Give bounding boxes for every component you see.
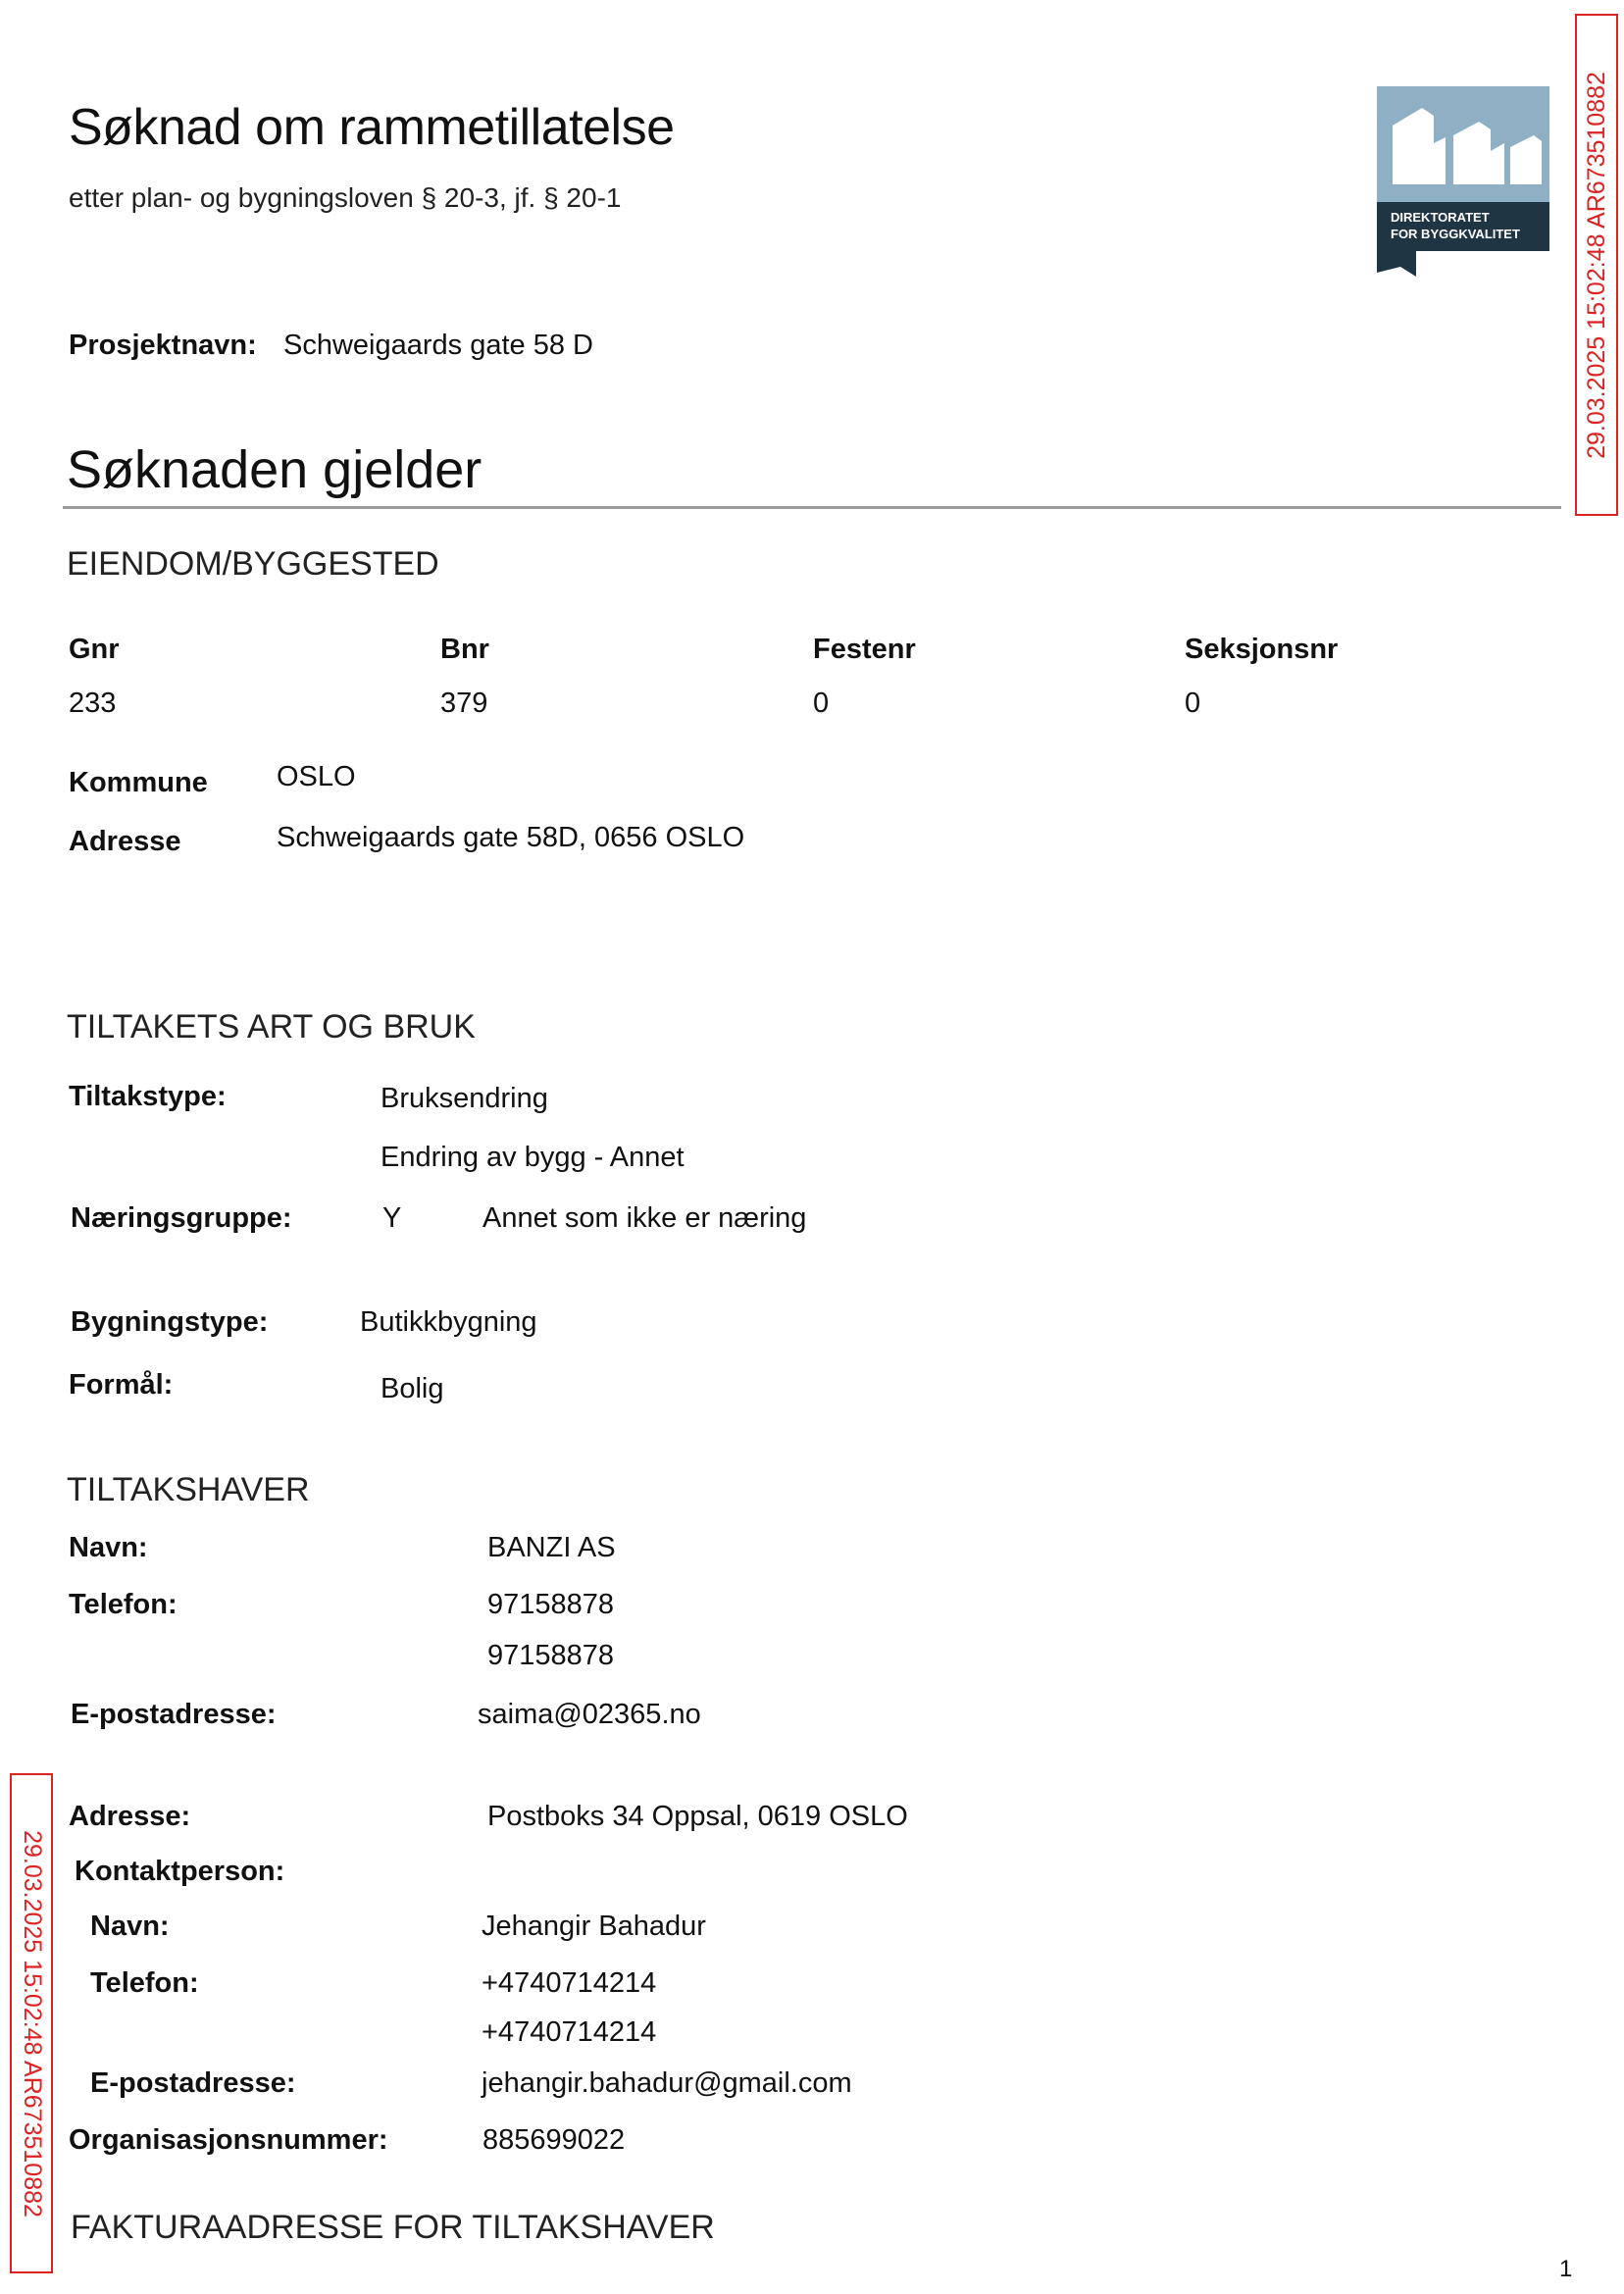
contact-email-value: jehangir.bahadur@gmail.com bbox=[482, 2067, 852, 2099]
developer-name-value: BANZI AS bbox=[487, 1532, 616, 1563]
measure-type-value-1: Bruksendring bbox=[381, 1083, 548, 1114]
purpose-label: Formål: bbox=[69, 1369, 174, 1401]
developer-address-label: Adresse: bbox=[69, 1801, 191, 1832]
org-number-label: Organisasjonsnummer: bbox=[69, 2124, 388, 2156]
gnr-value: 233 bbox=[69, 688, 117, 719]
dibk-logo bbox=[1377, 86, 1549, 277]
bnr-label: Bnr bbox=[440, 634, 489, 665]
bnr-value: 379 bbox=[440, 688, 488, 719]
logo-text-line2: FOR BYGGKVALITET bbox=[1391, 227, 1520, 241]
document-subtitle: etter plan- og bygningsloven § 20-3, jf. § 20-1 bbox=[69, 182, 622, 213]
developer-name-label: Navn: bbox=[69, 1532, 148, 1563]
industry-group-label: Næringsgruppe: bbox=[71, 1202, 292, 1234]
measure-heading: TILTAKETS ART OG BRUK bbox=[67, 1008, 476, 1045]
contact-phone-label: Telefon: bbox=[90, 1967, 199, 1999]
building-type-value: Butikkbygning bbox=[360, 1306, 537, 1338]
purpose-value: Bolig bbox=[381, 1373, 444, 1404]
contact-name-value: Jehangir Bahadur bbox=[482, 1911, 706, 1942]
developer-heading: TILTAKSHAVER bbox=[67, 1471, 310, 1508]
dibk-logo-icon bbox=[1377, 86, 1549, 277]
contact-name-label: Navn: bbox=[90, 1911, 170, 1942]
section-title: Søknaden gjelder bbox=[67, 440, 482, 499]
seksjonsnr-label: Seksjonsnr bbox=[1185, 634, 1339, 665]
project-name-value: Schweigaards gate 58 D bbox=[283, 330, 593, 361]
stamp-text-bottom: 29.03.2025 15:02:48 AR673510882 bbox=[18, 1829, 46, 2218]
gnr-label: Gnr bbox=[69, 634, 120, 665]
timestamp-stamp-top bbox=[1575, 14, 1618, 516]
municipality-value: OSLO bbox=[277, 761, 356, 792]
measure-type-value-2: Endring av bygg - Annet bbox=[381, 1142, 685, 1173]
org-number-value: 885699022 bbox=[482, 2124, 626, 2156]
timestamp-stamp-bottom bbox=[10, 1773, 53, 2273]
festenr-label: Festenr bbox=[813, 634, 916, 665]
document-title: Søknad om rammetillatelse bbox=[69, 99, 675, 156]
festenr-value: 0 bbox=[813, 688, 830, 719]
contact-phone-value-2: +4740714214 bbox=[482, 2016, 657, 2048]
developer-address-value: Postboks 34 Oppsal, 0619 OSLO bbox=[487, 1801, 908, 1832]
address-label: Adresse bbox=[69, 826, 181, 857]
developer-phone-value-1: 97158878 bbox=[487, 1589, 615, 1620]
industry-group-code: Y bbox=[382, 1202, 402, 1234]
contact-person-label: Kontaktperson: bbox=[75, 1856, 285, 1887]
contact-email-label: E-postadresse: bbox=[90, 2067, 296, 2099]
industry-group-value: Annet som ikke er næring bbox=[482, 1202, 807, 1234]
logo-text-line1: DIREKTORATET bbox=[1391, 210, 1490, 225]
developer-phone-label: Telefon: bbox=[69, 1589, 178, 1620]
developer-phone-value-2: 97158878 bbox=[487, 1640, 615, 1671]
property-heading: EIENDOM/BYGGESTED bbox=[67, 545, 439, 583]
developer-email-value: saima@02365.no bbox=[478, 1699, 701, 1730]
building-type-label: Bygningstype: bbox=[71, 1306, 269, 1338]
developer-email-label: E-postadresse: bbox=[71, 1699, 277, 1730]
municipality-label: Kommune bbox=[69, 767, 208, 798]
address-value: Schweigaards gate 58D, 0656 OSLO bbox=[277, 822, 745, 853]
seksjonsnr-value: 0 bbox=[1185, 688, 1201, 719]
project-name-label: Prosjektnavn: bbox=[69, 330, 257, 361]
billing-heading: FAKTURAADRESSE FOR TILTAKSHAVER bbox=[71, 2209, 715, 2246]
measure-type-label: Tiltakstype: bbox=[69, 1081, 227, 1112]
page-number: 1 bbox=[1559, 2256, 1573, 2282]
stamp-text-top: 29.03.2025 15:02:48 AR673510882 bbox=[1582, 71, 1610, 459]
section-divider bbox=[63, 506, 1561, 509]
contact-phone-value-1: +4740714214 bbox=[482, 1967, 657, 1999]
